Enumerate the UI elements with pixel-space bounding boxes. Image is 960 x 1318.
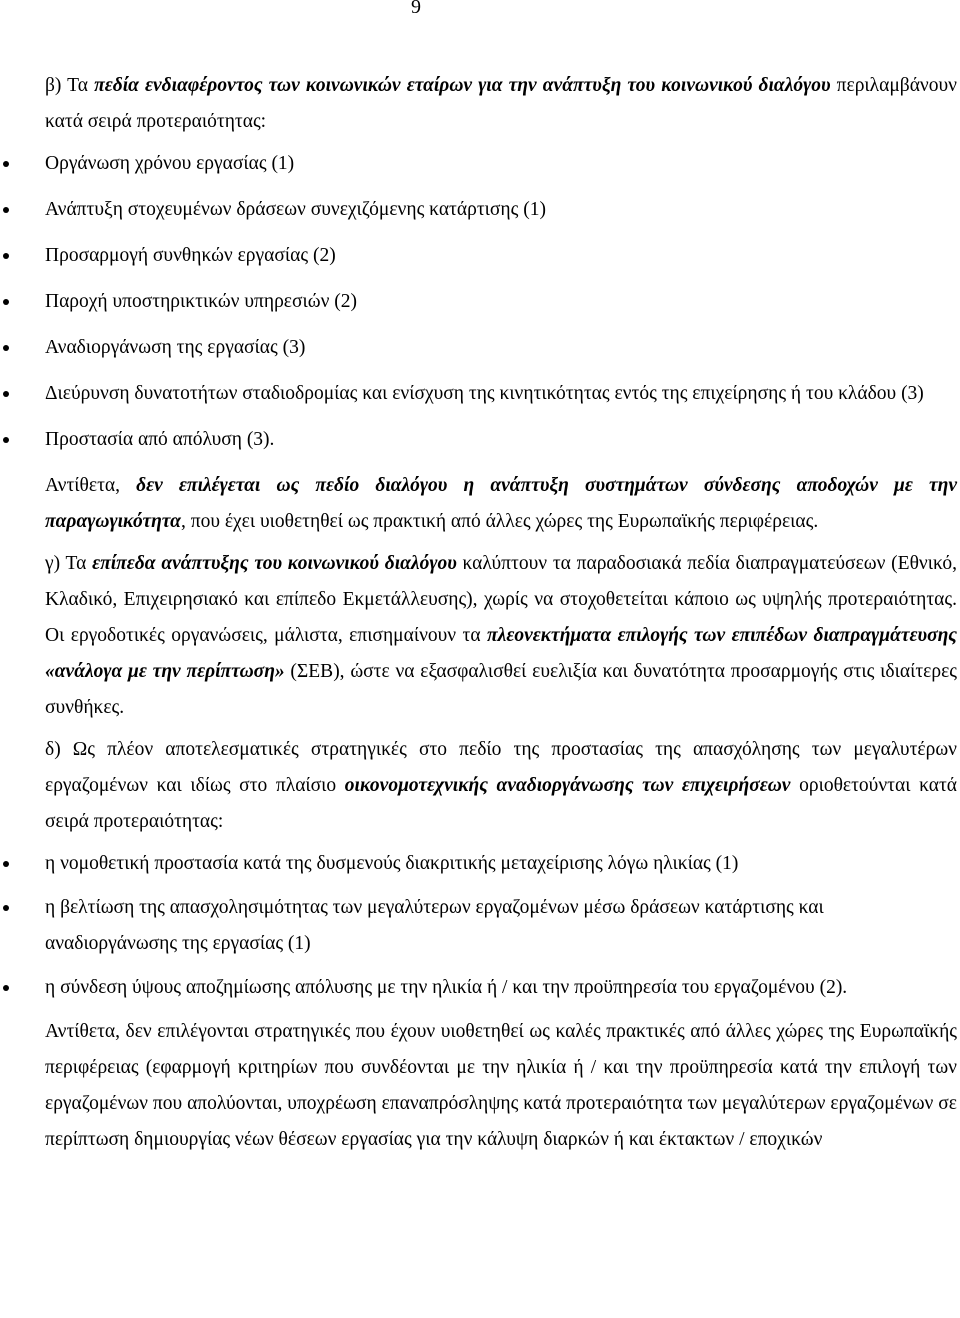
- section-d-list: [45, 846, 957, 1006]
- document-body: [45, 68, 957, 1158]
- list-item: η σύνδεση ύψους αποζημίωσης απόλυσης με την ηλικία ή / και την προϋπηρεσία του εργαζομένου (2).: [45, 970, 957, 1006]
- list-item: Οργάνωση χρόνου εργασίας (1): [45, 146, 957, 182]
- section-b-intro: β) Τα πεδία ενδιαφέροντος των κοινωνικών εταίρων για την ανάπτυξη του κοινωνικού διαλόγου περιλαμβάνουν κατά σειρά προτεραιότητας:: [45, 75, 957, 132]
- section-b-list: [45, 146, 957, 458]
- list-item: η νομοθετική προστασία κατά της δυσμενούς διακριτικής μεταχείρισης λόγω ηλικίας (1): [45, 846, 957, 882]
- section-c-bold-levels: επίπεδα ανάπτυξης του κοινωνικού διαλόγου: [92, 553, 457, 574]
- list-item: Διεύρυνση δυνατοτήτων σταδιοδρομίας και ενίσχυση της κινητικότητας εντός της επιχείρησης ή του κλάδου (3): [45, 376, 957, 412]
- list-item: Παροχή υποστηρικτικών υπηρεσιών (2): [45, 284, 957, 320]
- section-d-contrast: Αντίθετα, δεν επιλέγονται στρατηγικές που έχουν υιοθετηθεί ως καλές πρακτικές από άλλες χώρες της Ευρωπαϊκής περιφέρειας (εφαρμογή κριτηρίων που συνδέονται με την ηλικία ή / και την προϋπηρεσία κατά την επιλογή των εργαζομένων που απολύονται, υποχρέωση επαναπρόσληψης κατά προτεραιότητα των μεγαλύτερων εργαζομένων σε περίπτωση δημιουργίας νέων θέσεων εργασίας για την κάλυψη διαρκών ή και έκτακτων / εποχικών: [45, 1021, 957, 1150]
- list-item: Ανάπτυξη στοχευμένων δράσεων συνεχιζόμενης κατάρτισης (1): [45, 192, 957, 228]
- section-c-paragraph: γ) Τα επίπεδα ανάπτυξης του κοινωνικού διαλόγου καλύπτουν τα παραδοσιακά πεδία διαπραγματεύσεων (Εθνικό, Κλαδικό, Επιχειρησιακό και επίπεδο Εκμετάλλευσης), χωρίς να στοχοθετείται κάποιο ως υψηλής προτεραιότητας. Οι εργοδοτικές οργανώσεις, μάλιστα, επισημαίνουν τα πλεονεκτήματα επιλογής των επιπέδων διαπραγμάτευσης «ανάλογα με την περίπτωση» (ΣΕΒ), ώστε να εξασφαλισθεί ευελιξία και δυνατότητα προσαρμογής στις ιδιαίτερες συνθήκες.: [45, 553, 958, 718]
- section-b-contrast: Αντίθετα, δεν επιλέγεται ως πεδίο διαλόγου η ανάπτυξη συστημάτων σύνδεσης αποδοχών με την παραγωγικότητα, που έχει υιοθετηθεί ως πρακτική από άλλες χώρες της Ευρωπαϊκής περιφέρειας.: [45, 475, 957, 532]
- list-item: Προστασία από απόλυση (3).: [45, 422, 957, 458]
- list-item: Προσαρμογή συνθηκών εργασίας (2): [45, 238, 957, 274]
- section-d-intro: δ) Ως πλέον αποτελεσματικές στρατηγικές στο πεδίο της προστασίας της απασχόλησης των μεγαλυτέρων εργαζομένων και ιδίως στο πλαίσιο οικονομοτεχνικής αναδιοργάνωσης των επιχειρήσεων οριοθετούνται κατά σειρά προτεραιότητας:: [45, 739, 957, 832]
- list-item: η βελτίωση της απασχολησιμότητας των μεγαλύτερων εργαζομένων μέσω δράσεων κατάρτισης και αναδιοργάνωσης της εργασίας (1): [45, 890, 957, 962]
- page-number: 9: [411, 0, 421, 18]
- section-b-contrast-bold: δεν επιλέγεται ως πεδίο διαλόγου η ανάπτυξη συστημάτων σύνδεσης αποδοχών με την παραγωγικότητα: [45, 475, 957, 532]
- section-d-intro-bold: οικονομοτεχνικής αναδιοργάνωσης των επιχειρήσεων: [344, 775, 791, 796]
- section-c-bold-advantages: πλεονεκτήματα επιλογής των επιπέδων διαπραγμάτευσης «ανάλογα με την περίπτωση»: [45, 625, 957, 682]
- section-b-intro-bold: πεδία ενδιαφέροντος των κοινωνικών εταίρων για την ανάπτυξη του κοινωνικού διαλόγου: [94, 75, 831, 96]
- list-item: Αναδιοργάνωση της εργασίας (3): [45, 330, 957, 366]
